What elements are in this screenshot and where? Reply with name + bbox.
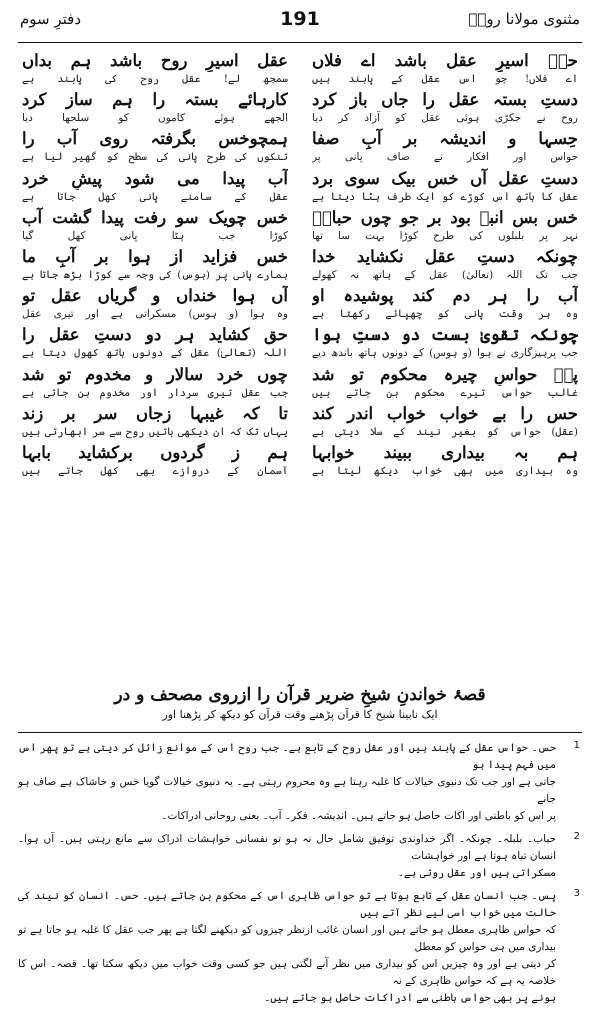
- footnote-rule: [18, 732, 582, 733]
- section-title: دفترِ سوم: [20, 10, 82, 28]
- translation-line: نہر پر بلبلوں کی طرح کوڑا بہت سا تھا: [312, 229, 578, 242]
- misra: دستِ بستہ عقل را جاں باز کرد: [312, 90, 578, 110]
- story-heading: قصۂ خواندنِ شیخِ ضریر قرآن را ازروی مصحف و در: [114, 685, 486, 705]
- couplet-left-6: [22, 246, 288, 285]
- translation-line: الجھے ہوئے کاموں کو سلجھا دیا: [22, 112, 288, 125]
- story-heading-translation: ایک نابینا شیخ کا قرآن پڑھنے وقت قرآن کو دیکھ کر پڑھنا اور: [162, 708, 438, 721]
- page-number: 191: [280, 8, 320, 30]
- misra: چونکہ تقویٰ بست دو دستِ ہوا: [312, 325, 578, 345]
- translation-line: غالب حواس تیرے محکوم بن جاتے ہیں: [312, 386, 578, 399]
- misra: ہمچوخس بگرفتہ روی آب را: [22, 129, 288, 149]
- couplet-right-8: [312, 324, 578, 363]
- misra: حسؒ اسیرِ عقل باشد اے فلاں: [312, 51, 578, 70]
- couplet-left-5: [22, 207, 288, 246]
- translation-line: اے فلاں! جو اس عقل کے پابند ہیں: [312, 73, 578, 85]
- couplet-right-1: [312, 50, 578, 89]
- couplet-left-9: [22, 364, 288, 403]
- couplet-left-3: [22, 128, 288, 167]
- misra: تا کہ غیبہا زجاں سر بر زند: [22, 403, 288, 423]
- misra: عقل اسیرِ روح باشد ہم بداں: [22, 51, 288, 70]
- couplet-right-11: [312, 442, 578, 481]
- misra: چوں خرد سالار و مخدوم تو شد: [22, 364, 288, 384]
- couplet-right-6: [312, 246, 578, 285]
- translation-line: جب پرہیزگاری نے ہوا (و ہوس) کے دونوں ہاتھ باندھ دیے: [312, 347, 578, 360]
- translation-line: کوڑا جب ہٹا پانی کھل گیا: [22, 229, 288, 242]
- footnote-line: ہونے پر بھی حواس باطنی سے ادراکات حاصل ہو جاتے ہیں۔: [264, 992, 556, 1004]
- footnote-line: حباب۔ بلبلہ۔ چونکہ۔ اگر خداوندی توفیق شامل حال نہ ہو تو نفسانی خواہشات ادراک سے مانع رہتی ہیں۔ آں ہوا۔ انسان تباہ ہوتا ہے اور خواہشات: [18, 833, 556, 862]
- misra: دستِ عقل آں خس بیک سوی برد: [312, 168, 578, 188]
- footnote-number: 2: [573, 831, 580, 842]
- misra: ہم بہ بیداری ببیند خوابہا: [312, 442, 578, 462]
- misra: کارہائے بستہ را ہم ساز کرد: [22, 90, 288, 110]
- footnote-2: [18, 831, 582, 882]
- couplet-right-4: [312, 168, 578, 207]
- footnote-number: 1: [573, 740, 580, 751]
- couplet-left-10: [22, 403, 288, 442]
- translation-line: عقل کے سامنے پانی کھل جاتا ہے: [22, 190, 288, 203]
- translation-line: ہمارے پانی پر (ہوس) کی وجہ سے کوڑا بڑھ جاتا ہے: [22, 268, 288, 281]
- translation-line: حواس اور افکار نے صاف پانی پر: [312, 151, 578, 164]
- misra: خس فزاید از ہوا بر آبِ ما: [22, 246, 288, 266]
- couplet-right-10: [312, 403, 578, 442]
- translation-line: وہ ہوا (و ہوس) مسکراتی ہے اور تیری عقل: [22, 308, 288, 321]
- translation-line: سمجھ لے! عقل روح کی پابند ہے: [22, 73, 288, 85]
- couplet-left-8: [22, 324, 288, 363]
- footnote-line: پس۔ جب انسان عقل کے تابع ہوتا ہے تو حواس ظاہری اس کے محکوم بن جاتے ہیں۔ حس۔ انسان کو نیند کی حالت میں خواب اسی لیے نظر آتے ہیں: [18, 890, 556, 919]
- couplet-right-2: [312, 89, 578, 128]
- couplet-right-5: [312, 207, 578, 246]
- footnote-line: پر اس کو باطنی اور اکات حاصل ہو جاتے ہیں۔ اندیشہ۔ فکر۔ آب۔ یعنی روحانی ادراکات۔: [161, 810, 556, 822]
- translation-line: وہ ہر وقت پانی کو چھپائے رکھتا ہے: [312, 308, 578, 321]
- footnote-line: مسکراتی ہیں اور عقل روتی ہے۔: [397, 867, 556, 879]
- misra: ہم ز گردوں برکشاید بابہا: [22, 442, 288, 462]
- translation-line: یہاں تک کہ ان دیکھی باتیں روح سے سر ابھارتی ہیں: [22, 425, 288, 438]
- translation-line: جب عقل تیری سردار اور مخدوم بن جاتی ہے: [22, 386, 288, 399]
- misra: آب پیدا می شود پیشِ خرد: [22, 168, 288, 188]
- translation-line: (عقل) حواس کو بغیر نیند کے سلا دیتی ہے: [312, 425, 578, 438]
- page-header: [18, 6, 582, 42]
- misra: پسؒ حواسِ چیرہ محکوم تو شد: [312, 364, 578, 384]
- footnote-1: [18, 740, 582, 825]
- couplet-right-9: [312, 364, 578, 403]
- verse-column-right: [312, 50, 578, 678]
- translation-line: آسمان کے دروازے بھی کھل جاتے ہیں: [22, 464, 288, 477]
- footnote-line: جاتی ہے اور جب تک دنیوی خیالات کا غلبہ رہتا ہے وہ محروم رہتی ہے۔ یہ دنیوی خیالات گویا خس و خاشاک ہے صاف ہو جانے: [18, 776, 556, 805]
- footnote-number: 3: [573, 888, 580, 899]
- translation-line: وہ بیداری میں بھی خواب دیکھ لیتا ہے: [312, 464, 578, 477]
- misra: چونکہ دستِ عقل نکشاید خدا: [312, 246, 578, 266]
- misra: حس را بے خواب خواب اندر کند: [312, 403, 578, 423]
- misra: آں ہوا خنداں و گریاں عقل تو: [22, 286, 288, 306]
- footnote-line: حس۔ حواس عقل کے پابند ہیں اور عقل روح کے تابع ہے۔ جب روح اس کے موانع زائل کر دیتی ہے تو پھر اس میں فہم پیدا ہو: [18, 742, 556, 771]
- book-title: مثنوی مولانا رومؒ: [468, 10, 580, 28]
- couplet-right-7: [312, 285, 578, 324]
- couplet-left-4: [22, 168, 288, 207]
- footnote-3: [18, 888, 582, 1007]
- couplet-left-11: [22, 442, 288, 481]
- couplet-left-2: [22, 89, 288, 128]
- footnote-line: کہ حواس ظاہری معطل ہو جاتے ہیں اور انسان غائب ازنظر چیزوں کو دیکھنے لگتا ہے پھر جب عقل کا غلبہ ہو جاتا ہے تو بیداری میں ہی حواس کو معطل: [18, 924, 556, 953]
- header-rule: [18, 42, 582, 43]
- couplet-right-3: [312, 128, 578, 167]
- translation-line: روح نے جکڑی ہوئی عقل کو آزاد کر دیا: [312, 112, 578, 125]
- couplet-left-7: [22, 285, 288, 324]
- translation-line: اللہ (تعالیٰ) عقل کے دونوں ہاتھ کھول دیتا ہے: [22, 347, 288, 360]
- misra: آب را ہر دم کند پوشیدہ او: [312, 286, 578, 306]
- verse-column-left: [22, 50, 288, 678]
- translation-line: عقل کا ہاتھ اس کوڑے کو ایک طرف ہٹا دیتا ہے: [312, 190, 578, 203]
- translation-line: تنکوں کی طرح پانی کی سطح کو گھیر لیا ہے: [22, 151, 288, 164]
- couplet-left-1: [22, 50, 288, 89]
- misra: حِسہا و اندیشہ بر آبِ صفا: [312, 129, 578, 149]
- misra: خس بس انبہ بود بر جو چوں حبابؒ: [312, 207, 578, 227]
- misra: حق کشاید ہر دو دستِ عقل را: [22, 325, 288, 345]
- translation-line: جب تک اللہ (تعالیٰ) عقل کے ہاتھ نہ کھولے: [312, 268, 578, 281]
- footnotes: [18, 740, 582, 1013]
- verse-area: [22, 50, 578, 678]
- misra: خس چویک سو رفت پیدا گشت آب: [22, 207, 288, 227]
- footnote-line: کر دیتی ہے اور وہ چیزیں اس کو بیداری میں نظر آنے لگتی ہیں جو کسی وقت خواب میں دیکھ سکتا تھا۔ قصہ۔ اس کا خلاصہ یہ ہے کہ حواس ظاہری کے نہ: [18, 958, 556, 987]
